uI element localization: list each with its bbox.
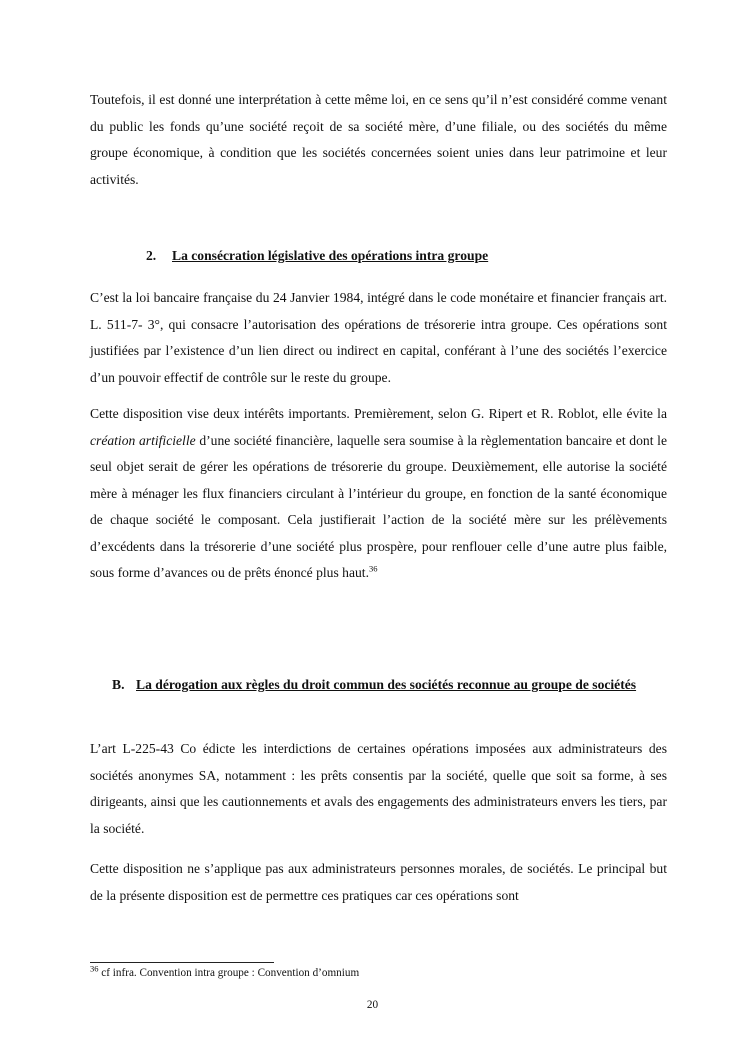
- paragraph-loi-bancaire: C’est la loi bancaire française du 24 Janvier 1984, intégré dans le code monétaire et financier français art. L. 511-7- 3°, qui consacre l’autorisation des opérations de trésorerie intra groupe. Ces opérations sont justifiées par l’existence d’un lien direct ou indirect en capital, conférant à l’une des sociétés l’exercice d’un pouvoir effectif de contrôle sur le reste du groupe.: [90, 290, 667, 385]
- footnote-reference[interactable]: 36: [368, 563, 378, 574]
- paragraph-disposition-administrateurs: Cette disposition ne s’applique pas aux administrateurs personnes morales, de sociétés. Le principal but de la présente disposition est de permettre ces pratiques car ces opérations sont: [90, 861, 667, 903]
- footnote-number: 36: [90, 963, 99, 974]
- paragraph-article-l225-43: L’art L-225-43 Co édicte les interdictions de certaines opérations imposées aux administrateurs des sociétés anonymes SA, notamment : les prêts consentis par la société, quelle que soit sa forme, à ses dirigeants, ainsi que les cautionnements et avals des engagements des administrateurs envers les tiers, par la société.: [90, 741, 667, 836]
- paragraph-text-start: Cette disposition vise deux intérêts importants. Premièrement, selon G. Ripert et R. Roblot, elle évite la: [90, 406, 667, 421]
- paragraph-interpretation: Toutefois, il est donné une interprétation à cette même loi, en ce sens qu’il n’est considéré comme venant du public les fonds qu’une société reçoit de sa société mère, d’une filiale, ou des sociétés du même groupe économique, à condition que les sociétés concernées soient unies dans leur patrimoine et leur activités.: [90, 92, 667, 187]
- paragraph-text-end: d’une société financière, laquelle sera soumise à la règlementation bancaire et dont le seul objet serait de gérer les opérations de trésorerie du groupe. Deuxièmement, elle autorise la société mère à ménager les flux financiers circulant à l’intérieur du groupe, en fonction de la santé économique de chaque société le composant. Cela justifierait l’action de la société mère sur les prélèvements d’excédents dans la trésorerie d’une société plus prospère, pour renflouer celle d’une autre plus faible, sous forme d’avances ou de prêts énoncé plus haut.: [90, 432, 667, 580]
- italic-phrase: création artificielle: [90, 432, 196, 448]
- footnote-text: cf infra. Convention intra groupe : Convention d’omnium: [98, 967, 360, 979]
- section-b-title: La dérogation aux règles du droit commun des sociétés reconnue au groupe de sociétés: [136, 677, 637, 692]
- footnote-separator: [90, 962, 274, 963]
- page-number: 20: [366, 999, 379, 1011]
- section-letter: B.: [112, 677, 125, 692]
- paragraph-disposition-interets: [90, 401, 667, 587]
- section-heading-b: [112, 671, 667, 698]
- section-heading-2: [146, 243, 488, 269]
- section-number: 2.: [146, 248, 157, 263]
- section-title: La consécration législative des opérations intra groupe: [172, 248, 489, 263]
- footnote: [90, 963, 360, 980]
